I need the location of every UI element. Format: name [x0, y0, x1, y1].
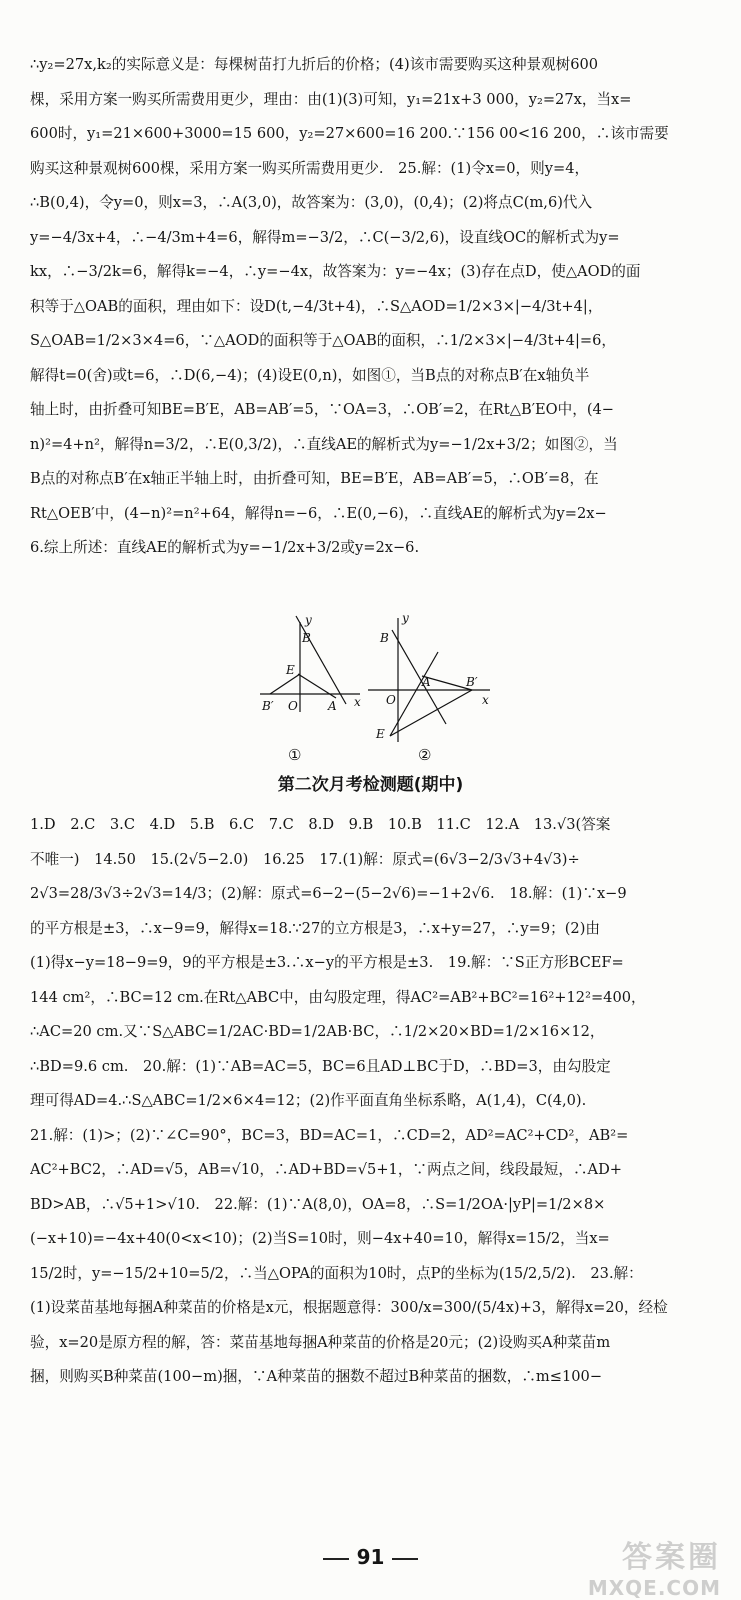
lower-line: 21.解：(1)>；(2)∵∠C=90°，BC=3，BD=AC=1，∴CD=2，AD²=AC²+CD²，AB²=	[30, 1126, 629, 1144]
upper-line: 轴上时，由折叠可知BE=B′E，AB=AB′=5，∵OA=3，∴OB′=2，在Rt△B′EO中，(4−	[30, 401, 615, 418]
upper-line: y=−4/3x+4，∴−4/3m+4=6，解得m=−3/2，∴C(−3/2,6)，设直线OC的解析式为y=	[30, 228, 620, 246]
fig1-label-0: y	[305, 613, 312, 627]
lower-line: BD>AB，∴√5+1>√10. 22.解：(1)∵A(8,0)，OA=8，∴S=1/2OA·|yP|=1/2×8×	[30, 1195, 606, 1213]
fig1-label-4: O	[288, 699, 298, 713]
lower-line: AC²+BC2，∴AD=√5，AB=√10，∴AD+BD=√5+1，∵两点之间，线段最短，∴AD+	[30, 1161, 623, 1178]
fig1-line-be	[270, 674, 300, 694]
fig2-label-5: x	[482, 693, 489, 707]
upper-line: 购买这种景观树600棵，采用方案一购买所需费用更少. 25.解：(1)令x=0，则y=4，	[30, 159, 590, 177]
upper-line: n)²=4+n²，解得n=3/2，∴E(0,3/2)，∴直线AE的解析式为y=−1/2x+3/2；如图②，当	[30, 435, 618, 453]
lower-line: ∴BD=9.6 cm. 20.解：(1)∵AB=AC=5，BC=6且AD⊥BC于D，∴BD=3，由勾股定	[30, 1057, 611, 1075]
lower-line: 144 cm²，∴BC=12 cm.在Rt△ABC中，由勾股定理，得AC²=AB²+BC²=16²+12²=400，	[30, 988, 646, 1006]
fig2-line-ae	[390, 652, 438, 736]
upper-line: ∴B(0,4)，令y=0，则x=3，∴A(3,0)，故答案为：(3,0)，(0,4)；(2)将点C(m,6)代入	[30, 194, 593, 211]
lower-line: 理可得AD=4.∴S△ABC=1/2×6×4=12；(2)作平面直角坐标系略，A(1,4)，C(4,0).	[30, 1092, 587, 1109]
upper-line: 解得t=0(舍)或t=6，∴D(6,−4)；(4)设E(0,n)，如图①，当B点的对称点B′在x轴负半	[30, 366, 590, 384]
watermark-url: MXQE.COM	[587, 1576, 721, 1600]
answer-block-lower	[30, 808, 710, 1395]
lower-line: 1.D 2.C 3.C 4.D 5.B 6.C 7.C 8.D 9.B 10.B 11.C 12.A 13.√3(答案	[30, 816, 611, 833]
upper-line: 积等于△OAB的面积，理由如下：设D(t,−4/3t+4)，∴S△AOD=1/2×3×|−4/3t+4|，	[30, 297, 603, 315]
upper-line: B点的对称点B′在x轴正半轴上时，由折叠可知，BE=B′E，AB=AB′=5，∴OB′=8，在	[30, 470, 599, 487]
fig1-label-2: E	[286, 663, 295, 677]
lower-line: 的平方根是±3，∴x−9=9，解得x=18.∵27的立方根是3，∴x+y=27，∴y=9；(2)由	[30, 919, 600, 937]
page-number-dash-left	[323, 1558, 349, 1560]
upper-line: 棵，采用方案一购买所需费用更少，理由：由(1)(3)可知，y₁=21x+3 000，y₂=27x，当x=	[30, 90, 632, 108]
upper-line: 600时，y₁=21×600+3000=15 600，y₂=27×600=16 200.∵156 00<16 200，∴该市需要	[30, 125, 669, 142]
fig1-label-1: B	[302, 631, 311, 645]
fig1-label-5: A	[328, 699, 337, 713]
lower-line: 15/2时，y=−15/2+10=5/2，∴当△OPA的面积为10时，点P的坐标为(15/2,5/2). 23.解：	[30, 1264, 643, 1282]
fig1-label-3: B′	[262, 699, 274, 713]
lower-line: (−x+10)=−4x+40(0<x<10)；(2)当S=10时，则−4x+40=10，解得x=15/2，当x=	[30, 1230, 610, 1247]
figures-svg	[250, 612, 510, 772]
fig2-label-3: B′	[466, 675, 478, 689]
lower-line: (1)设菜苗基地每捆A种菜苗的价格是x元，根据题意得：300/x=300/(5/4x)+3，解得x=20，经检	[30, 1299, 668, 1316]
page-number-text: 91	[356, 1545, 385, 1569]
fig2-label-6: E	[376, 727, 385, 741]
lower-line: 捆，则购买B种菜苗(100−m)捆，∵A种菜苗的捆数不超过B种菜苗的捆数，∴m≤100−	[30, 1368, 603, 1385]
fig2-label-2: A	[422, 675, 431, 689]
fig1-caption: ①	[288, 746, 302, 764]
page-number-dash-right	[392, 1558, 418, 1560]
upper-line: 6.综上所述：直线AE的解析式为y=−1/2x+3/2或y=2x−6.	[30, 539, 420, 556]
upper-line: S△OAB=1/2×3×4=6，∵△AOD的面积等于△OAB的面积，∴1/2×3×|−4/3t+4|=6，	[30, 332, 616, 349]
fig2-label-1: B	[380, 631, 389, 645]
fig2-label-4: O	[386, 693, 396, 707]
watermark-text: 答案圈	[622, 1540, 721, 1575]
fig1-line-ab	[296, 616, 346, 704]
geometry-figures	[250, 612, 510, 772]
watermark	[551, 1532, 721, 1600]
fig2-line-ab	[392, 630, 446, 724]
fig2-label-0: y	[402, 612, 409, 625]
fig2-caption: ②	[418, 746, 432, 764]
fig1-label-6: x	[354, 695, 361, 709]
lower-line: 2√3=28/3√3÷2√3=14/3；(2)解：原式=6−2−(5−2√6)=−1+2√6. 18.解：(1)∵x−9	[30, 885, 627, 902]
upper-line: ∴y₂=27x,k₂的实际意义是：每棵树苗打九折后的价格；(4)该市需要购买这种景观树600	[30, 56, 599, 73]
section-title: 第二次月考检测题(期中)	[277, 775, 464, 795]
answer-block-upper	[30, 48, 710, 566]
upper-line: kx，∴−3/2k=6，解得k=−4，∴y=−4x，故答案为：y=−4x；(3)存在点D，使△AOD的面	[30, 263, 641, 280]
upper-line: Rt△OEB′中，(4−n)²=n²+64，解得n=−6，∴E(0,−6)，∴直线AE的解析式为y=2x−	[30, 504, 607, 522]
lower-line: (1)得x−y=18−9=9，9的平方根是±3.∴x−y的平方根是±3. 19.解：∵S正方形BCEF=	[30, 954, 624, 971]
lower-line: 不唯一) 14.50 15.(2√5−2.0) 16.25 17.(1)解：原式=(6√3−2/3√3+4√3)÷	[30, 850, 580, 868]
lower-line: ∴AC=20 cm.又∵S△ABC=1/2AC·BD=1/2AB·BC，∴1/2×20×BD=1/2×16×12，	[30, 1023, 605, 1040]
lower-line: 验，x=20是原方程的解，答：菜苗基地每捆A种菜苗的价格是20元；(2)设购买A种菜苗m	[30, 1333, 611, 1351]
